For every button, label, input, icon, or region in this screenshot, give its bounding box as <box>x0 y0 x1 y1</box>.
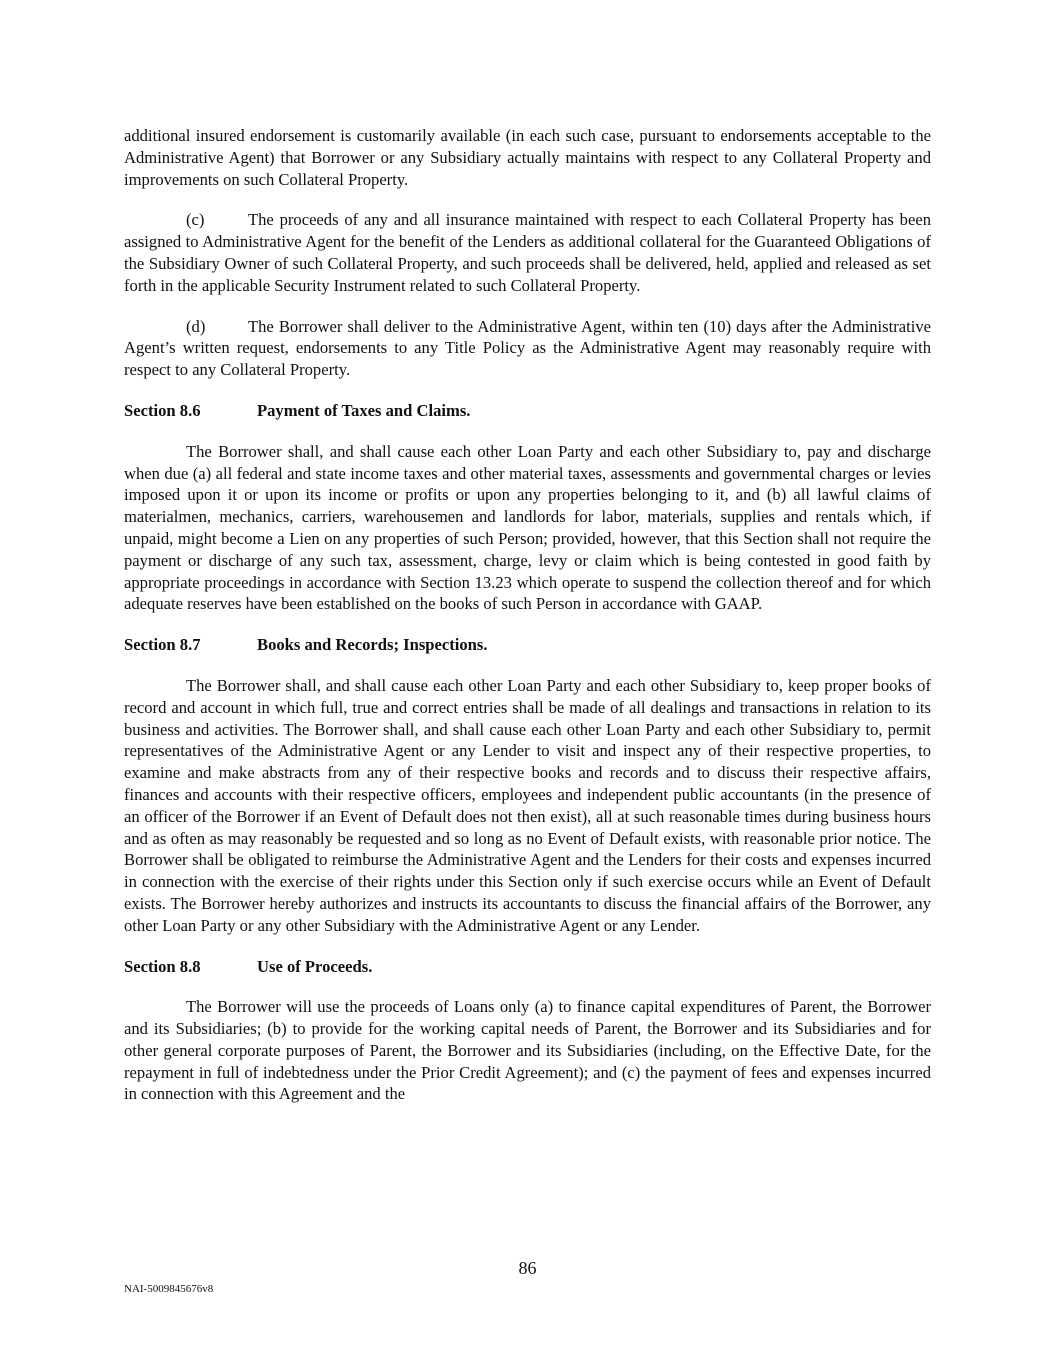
section-8-6-number: Section 8.6 <box>124 400 201 420</box>
section-8-8-body: The Borrower will use the proceeds of Loans only (a) to finance capital expenditures of Parent, the Borrower and its Subsidiaries; (b) to provide for the working capital needs of Parent, the Borrower and its Subsidiaries and for other general corporate purposes of Parent, the Borrower and its Subsidiaries (including, on the Effective Date, for the repayment in full of indebtedness under the Prior Credit Agreement); and (c) the payment of fees and expenses incurred in connection with this Agreement and the <box>124 997 931 1104</box>
section-8-7-number: Section 8.7 <box>124 635 201 655</box>
section-8-7-heading <box>124 634 931 656</box>
section-8-6-body: The Borrower shall, and shall cause each other Loan Party and each other Subsidiary to, pay and discharge when due (a) all federal and state income taxes and other material taxes, assessments and governmental charges or levies imposed upon it or upon its income or profits or upon any properties belonging to it, and (b) all lawful claims of materialmen, mechanics, carriers, warehousemen and landlords for labor, materials, supplies and rentals which, if unpaid, might become a Lien on any properties of such Person; provided, however, that this Section shall not require the payment or discharge of any such tax, assessment, charge, levy or claim which is being contested in good faith by appropriate proceedings in accordance with Section 13.23 which operate to suspend the collection thereof and for which adequate reserves have been established on the books of such Person in accordance with GAAP. <box>124 441 931 614</box>
paragraph-d <box>124 316 931 381</box>
section-8-6-title: Payment of Taxes and Claims. <box>257 400 471 420</box>
paragraph-c-text: The proceeds of any and all insurance maintained with respect to each Collateral Property has been assigned to Administrative Agent for the benefit of the Lenders as additional collateral for the Guaranteed Obligations of the Subsidiary Owner of such Collateral Property, and such proceeds shall be delivered, held, applied and released as set forth in the applicable Security Instrument related to such Collateral Property. <box>124 210 931 295</box>
document-id: NAI-5009845676v8 <box>124 1283 214 1295</box>
document-body <box>124 125 931 1124</box>
section-8-7-body: The Borrower shall, and shall cause each other Loan Party and each other Subsidiary to, keep proper books of record and account in which full, true and correct entries shall be made of all dealings and transactions in relation to its business and activities. The Borrower shall, and shall cause each other Loan Party and each other Subsidiary to, permit representatives of the Administrative Agent or any Lender to visit and inspect any of their respective properties, to examine and make abstracts from any of their respective books and records and to discuss their respective affairs, finances and accounts with their respective officers, employees and independent public accountants (in the presence of an officer of the Borrower if an Event of Default does not then exist), all at such reasonable times during business hours and as often as may reasonably be requested and so long as no Event of Default exists, with reasonable prior notice. The Borrower shall be obligated to reimburse the Administrative Agent and the Lenders for their costs and expenses incurred in connection with the exercise of their rights under this Section only if such exercise occurs while an Event of Default exists. The Borrower hereby authorizes and instructs its accountants to discuss the financial affairs of the Borrower, any other Loan Party or any other Subsidiary with the Administrative Agent or any Lender. <box>124 675 931 935</box>
paragraph-c <box>124 209 931 296</box>
section-8-8-number: Section 8.8 <box>124 956 201 976</box>
paragraph-c-label: (c) <box>186 210 205 230</box>
section-8-7-title: Books and Records; Inspections. <box>257 635 488 655</box>
paragraph-d-label: (d) <box>186 316 206 336</box>
page-number: 86 <box>518 1258 537 1278</box>
section-8-8-title: Use of Proceeds. <box>257 956 373 976</box>
paragraph-d-text: The Borrower shall deliver to the Administrative Agent, within ten (10) days after the Administrative Agent’s written request, endorsements to any Title Policy as the Administrative Agent may reasonably require with respect to any Collateral Property. <box>124 316 931 380</box>
section-8-6-heading <box>124 400 931 422</box>
section-8-8-heading <box>124 956 931 978</box>
paragraph-continuation: additional insured endorsement is customarily available (in each such case, pursuant to endorsements acceptable to the Administrative Agent) that Borrower or any Subsidiary actually maintains with respect to any Collateral Property and improvements on such Collateral Property. <box>124 126 931 189</box>
